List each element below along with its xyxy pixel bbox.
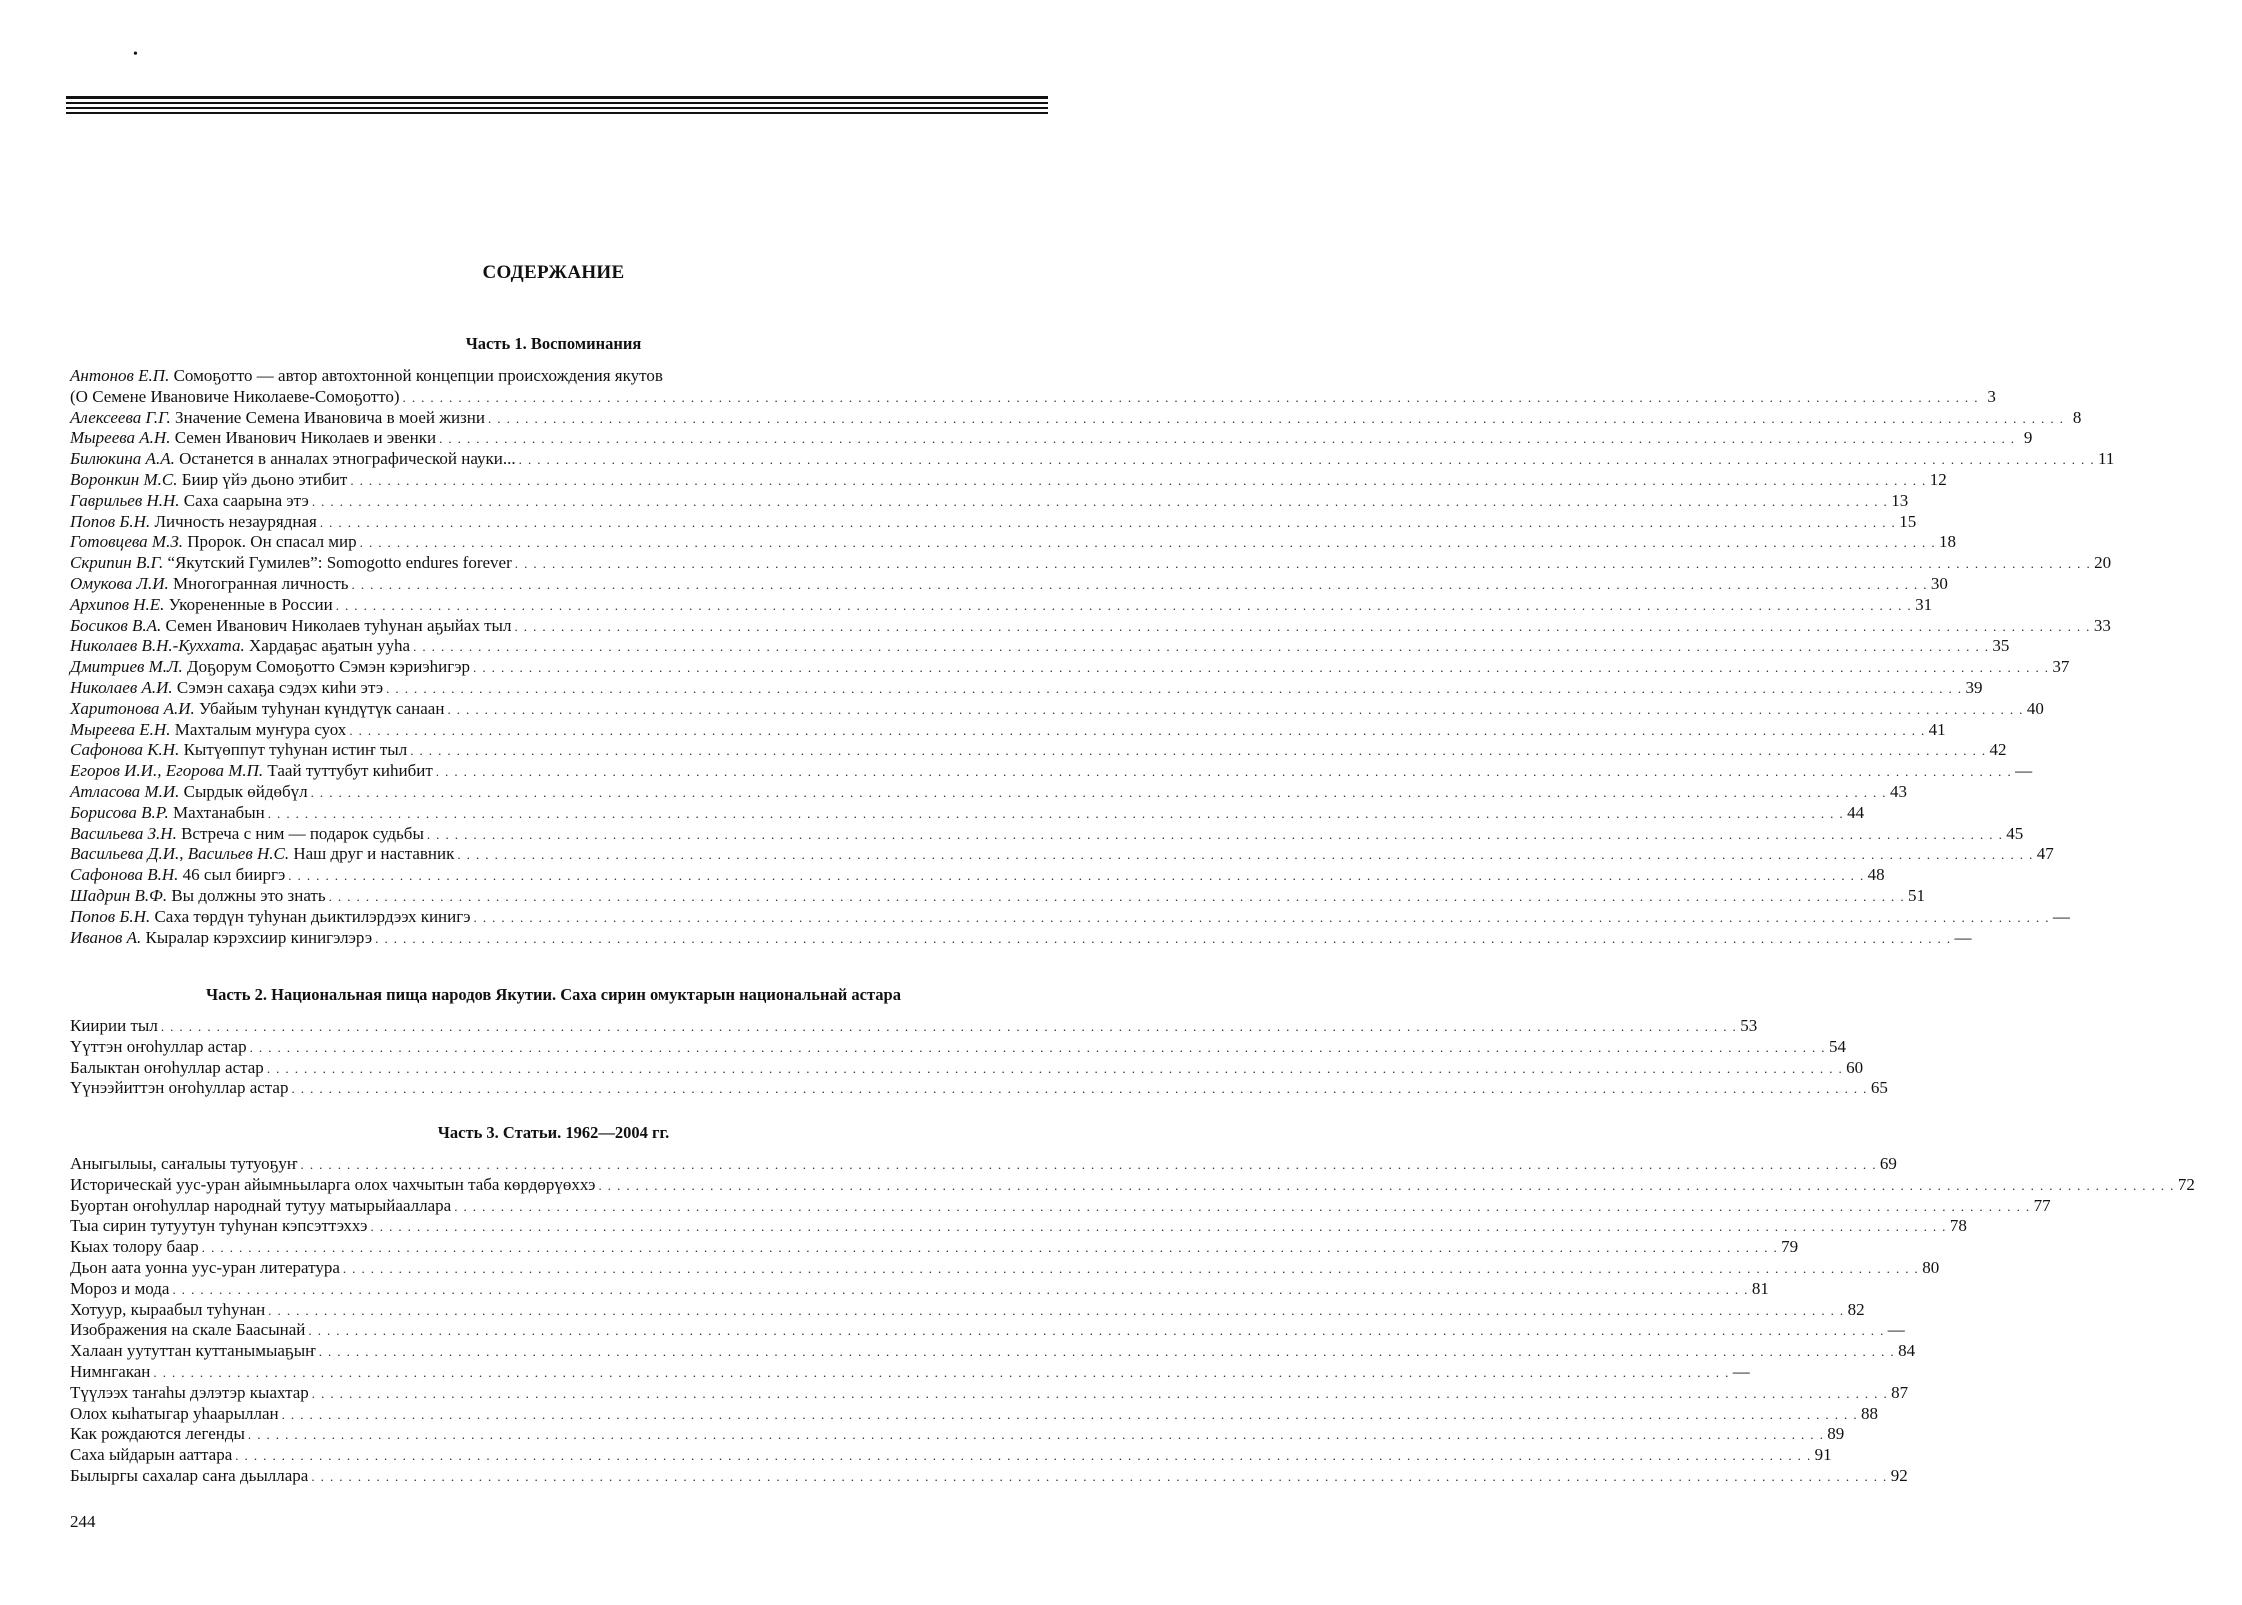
toc-entry-page: 30	[1930, 573, 1948, 593]
toc-entry	[70, 1341, 1916, 1362]
toc-entry	[70, 1445, 1832, 1466]
toc-entry	[70, 511, 1917, 533]
toc-entry-page: —	[1954, 927, 1972, 947]
dot-leader	[336, 596, 1912, 617]
toc-entry-text	[70, 574, 349, 595]
toc-entry	[70, 657, 2070, 678]
toc-entry-author: Васильева Д.И., Васильев Н.С.	[70, 844, 290, 864]
toc-entry-author: Воронкин М.С.	[70, 469, 178, 489]
toc-entry-author: Николаев А.И.	[70, 677, 173, 697]
toc-entry-text	[70, 886, 326, 907]
toc-entry	[70, 906, 2070, 928]
dot-leader	[403, 388, 1979, 409]
toc-entry-text	[70, 387, 400, 408]
toc-entry-title: Кытүөппут туһунан истиҥ тыл	[183, 740, 408, 760]
toc-entry	[70, 636, 2010, 657]
toc-entry-text	[70, 595, 333, 616]
toc-entry-text	[70, 1216, 367, 1237]
toc-entry	[70, 761, 2033, 782]
toc-entry	[70, 1361, 1750, 1383]
dot-leader	[350, 471, 1926, 492]
toc-entry-title: Семен Иванович Николаев туһунан аҕыйах тыл	[165, 615, 512, 635]
toc-entry-page: 15	[1899, 511, 1917, 531]
dot-leader	[250, 1038, 1826, 1059]
toc-entry-title: Пророк. Он спасал мир	[187, 532, 357, 552]
header-rule	[66, 96, 1048, 99]
toc-entry-text	[70, 408, 485, 429]
toc-entry	[70, 1154, 1897, 1175]
toc-entry-text	[70, 1404, 279, 1425]
toc-entry-page: 65	[1870, 1078, 1888, 1098]
toc-entry-title: Сырдык өйдөбүл	[183, 781, 308, 801]
toc-entry-author: Борисова В.Р.	[70, 802, 169, 822]
toc-entry	[70, 927, 1972, 949]
toc-entry-author: Алексеева Г.Г.	[70, 407, 171, 427]
toc-entry-title: Изображения на скале Баасынай	[70, 1320, 306, 1340]
part1-heading: Часть 1. Воспоминания	[465, 334, 642, 353]
dot-leader	[311, 1467, 1887, 1488]
toc-entry	[70, 490, 1909, 512]
header-rules	[66, 96, 1048, 117]
toc-entry-text	[70, 865, 285, 886]
toc-entry-title: Нимнгакан	[70, 1361, 151, 1381]
toc-entry-author: Егоров И.И., Егорова М.П.	[70, 761, 264, 781]
toc-entry-text	[70, 1237, 199, 1258]
toc-entry-text	[70, 1279, 169, 1300]
toc-entry-author: Попов Б.Н.	[70, 511, 151, 531]
toc-entry-title: Махталым муҥура суох	[174, 719, 347, 739]
toc-entry-text	[70, 782, 308, 803]
toc-entry	[70, 802, 1865, 824]
toc-entry-text	[70, 1196, 451, 1217]
dot-leader	[410, 741, 1986, 762]
toc-entry-page: 35	[1992, 636, 2010, 656]
toc-entry-text	[70, 1466, 308, 1487]
toc-entry-page: 69	[1879, 1154, 1897, 1173]
toc-entry-author: Шадрин В.Ф.	[70, 885, 168, 905]
toc-entry-text	[70, 657, 470, 678]
toc-entry-page: 37	[2052, 657, 2070, 677]
toc-entry-author: Гаврильев Н.Н.	[70, 490, 180, 510]
toc-entry-text	[70, 844, 454, 865]
toc-entry-page: 72	[2177, 1174, 2195, 1194]
toc-entry-title: Вы должны это знать	[171, 885, 326, 905]
toc-entry-title: Тыа сирин тутуутун туһунан кэпсэттэххэ	[70, 1216, 368, 1236]
toc-entry-text	[70, 740, 407, 761]
dot-leader	[413, 637, 1989, 658]
toc-entry	[70, 1237, 1799, 1258]
toc-entry-text	[70, 824, 424, 845]
toc-entry-text	[70, 512, 317, 533]
dot-leader	[473, 658, 2049, 679]
dot-leader	[436, 762, 2012, 783]
toc-entry-author: Сафонова К.Н.	[70, 740, 180, 760]
dot-leader	[439, 429, 2015, 450]
toc-entry-page: 47	[2036, 844, 2054, 864]
toc-entry-title: Халаан уутуттан куттанымыаҕыҥ	[70, 1341, 316, 1361]
toc-entry	[70, 573, 1948, 595]
toc-entry-text	[70, 1383, 309, 1404]
toc-entry-author: Билюкина А.А.	[70, 449, 175, 469]
dot-leader	[282, 1405, 1858, 1426]
toc-entry-title: Киирии тыл	[70, 1016, 158, 1035]
toc-entry-page: 40	[2026, 698, 2044, 718]
toc-entry	[70, 366, 1023, 387]
toc-entry	[70, 677, 1983, 699]
toc-entry-text	[70, 636, 410, 657]
toc-entry-page: 44	[1847, 802, 1865, 822]
toc-entry-page: 33	[2093, 615, 2111, 635]
toc-entry-title: 46 сыл бииргэ	[182, 865, 286, 885]
toc-entry-page: 20	[2094, 553, 2112, 573]
toc-entry-title: Останется в анналах этнографической науки...	[179, 449, 516, 469]
toc-entry-author: Атласова М.И.	[70, 781, 180, 801]
dot-leader	[268, 804, 1844, 825]
toc-entry	[70, 407, 2082, 429]
toc-entry-author: Николаев В.Н.-Куххата.	[70, 636, 245, 656]
toc-entry-page: 8	[2072, 407, 2082, 427]
toc-entry-author: Васильева З.Н.	[70, 823, 177, 843]
toc-entry-page: 42	[1989, 740, 2007, 760]
dot-leader	[386, 679, 1962, 700]
dot-leader	[312, 1384, 1888, 1405]
toc-entry-title: Встреча с ним — подарок судьбы	[181, 823, 424, 843]
toc-entry-title: Аныгылыы, саҥалыы тутуоҕуҥ	[70, 1154, 298, 1173]
toc-entry-text	[70, 1341, 316, 1362]
toc-entry-page: 18	[1939, 532, 1957, 552]
toc-entry	[70, 1424, 1845, 1445]
header-rule	[66, 107, 1048, 109]
toc-entry-page: 81	[1751, 1278, 1769, 1298]
toc-entry-title: Многогранная личность	[173, 573, 349, 593]
toc-entry-text	[70, 1058, 264, 1079]
toc-entry-title: Сомоҕотто — автор автохтонной концепции происхождения якутов	[173, 366, 663, 385]
toc-entry-text	[70, 1037, 247, 1058]
toc-entry-author: Харитонова А.И.	[70, 698, 195, 718]
toc-entry-author: Дмитриев М.Л.	[70, 657, 183, 677]
toc-entry	[70, 1078, 1888, 1099]
toc-entry-title: Как рождаются легенды	[70, 1424, 245, 1444]
toc-entry-text	[70, 1154, 298, 1175]
toc-entry-title: Хотуур, кыраабыл туһунан	[70, 1299, 266, 1319]
toc-entry	[70, 1320, 1905, 1341]
toc-entry	[70, 553, 2112, 574]
toc-entry-title: Кыралар кэрэхсиир кинигэлэрэ	[145, 927, 373, 947]
toc-entry-text	[70, 907, 471, 928]
toc-entry-page: 12	[1929, 469, 1947, 489]
toc-entry-page: 48	[1867, 865, 1885, 885]
toc-entry-text	[70, 1016, 158, 1037]
header-rule	[66, 102, 1048, 104]
dot-leader	[311, 783, 1887, 804]
toc-entry-title: Личность незаурядная	[154, 511, 317, 531]
toc-entry-title: (О Семене Ивановиче Николаеве-Сомоҕотто)	[70, 386, 400, 406]
toc-entry-text	[70, 699, 444, 720]
dot-leader	[447, 700, 2023, 721]
toc-entry	[70, 1257, 1940, 1279]
toc-entry-text	[70, 803, 265, 824]
toc-entry-author: Босиков В.А.	[70, 615, 162, 635]
toc-entry-text	[70, 1300, 265, 1321]
toc-entry-title: Түүлээх таҥаһы дэлэтэр кыахтар	[70, 1382, 309, 1402]
toc-entry-title: Биир үйэ дьоно этибит	[181, 469, 348, 489]
dot-leader	[349, 721, 1925, 742]
toc-entry	[70, 740, 2007, 761]
toc-entry-author: Мыреева Е.Н.	[70, 719, 171, 739]
toc-entry-author: Омукова Л.И.	[70, 573, 169, 593]
dot-leader	[474, 908, 2050, 929]
toc-entry-title: Укорененные в России	[168, 594, 333, 614]
toc-entry-text	[70, 532, 357, 553]
toc-entry-title: Олох кыһатыгар уһаарыллан	[70, 1403, 279, 1423]
toc-entry-page: —	[1887, 1320, 1905, 1340]
dot-leader	[375, 929, 1951, 950]
toc-entry	[70, 885, 1925, 907]
dot-leader	[268, 1301, 1844, 1322]
toc-entry	[70, 449, 2115, 470]
dot-leader	[598, 1176, 2174, 1197]
toc-entry-title: Доҕорум Сомоҕотто Сэмэн кэриэһигэр	[187, 657, 471, 677]
toc-entry-title: Убайым туһунан күндүтүк санаан	[199, 698, 445, 718]
toc-entry-author: Скрипин В.Г.	[70, 553, 164, 573]
toc-entry-title: Хардаҕас аҕатын ууһа	[249, 636, 411, 656]
page-mark: •	[133, 47, 138, 62]
toc-entry-title: Значение Семена Ивановича в моей жизни	[175, 407, 485, 427]
toc-entry-page: 13	[1891, 490, 1909, 510]
toc-entry	[70, 781, 1907, 803]
part1-entries	[70, 366, 2115, 948]
dot-leader	[288, 866, 1864, 887]
dot-leader	[312, 492, 1888, 513]
toc-entry-author: Готовцева М.З.	[70, 532, 184, 552]
part3-heading: Часть 3. Статьи. 1962—2004 гг.	[437, 1123, 670, 1142]
toc-entry-page: 41	[1928, 719, 1946, 739]
toc-entry-title: Кыах толору баар	[70, 1237, 199, 1257]
toc-entry-title: Былыргы сахалар саҥа дьыллара	[70, 1465, 309, 1485]
toc-entry-title: Саха төрдүн туһунан дьиктилэрдээх кинигэ	[154, 906, 471, 926]
toc-entry	[70, 615, 2111, 637]
toc-entry-title: Таай туттубут киһибит	[267, 761, 433, 781]
dot-leader	[370, 1217, 1946, 1238]
dot-leader	[172, 1280, 1748, 1301]
dot-leader	[352, 575, 1928, 596]
toc-entry-author: Мыреева А.Н.	[70, 428, 171, 448]
toc-entry-page: 87	[1891, 1382, 1909, 1402]
dot-leader	[319, 1342, 1895, 1363]
page-title: СОДЕРЖАНИЕ	[482, 262, 625, 283]
toc-entry	[70, 1174, 2195, 1196]
toc-entry-page: 3	[1987, 386, 1996, 406]
toc-entry	[70, 1195, 2051, 1217]
toc-entry-text	[70, 366, 663, 387]
toc-entry	[70, 1299, 1865, 1321]
dot-leader	[360, 533, 1936, 554]
toc-entry-text	[70, 616, 511, 637]
toc-entry-text	[70, 678, 383, 699]
toc-entry	[70, 428, 2033, 449]
toc-entry-text	[70, 1078, 288, 1099]
toc-entry	[70, 1216, 1967, 1237]
toc-entry-page: 31	[1915, 594, 1933, 614]
dot-leader	[454, 1197, 2030, 1218]
part2-entries	[70, 1016, 1888, 1099]
toc-entry-page: —	[2015, 761, 2033, 781]
toc-entry-text	[70, 1175, 595, 1196]
toc-entry	[70, 1036, 1846, 1058]
dot-leader	[514, 617, 2090, 638]
toc-entry-title: Саха ыйдарын ааттара	[70, 1445, 233, 1465]
toc-entry	[70, 865, 1885, 886]
toc-entry-page: 9	[2023, 428, 2033, 448]
toc-entry-page: 82	[1847, 1299, 1865, 1319]
toc-entry-text	[70, 1362, 150, 1383]
toc-entry-text	[70, 928, 372, 949]
toc-entry-text	[70, 720, 346, 741]
toc-entry-page: 39	[1965, 677, 1983, 697]
toc-entry-page: 53	[1740, 1016, 1758, 1035]
toc-entry-title: Үүттэн оҥоһуллар астар	[70, 1036, 247, 1056]
toc-entry-title: Сэмэн сахаҕа сэдэх киһи этэ	[176, 677, 384, 697]
toc-entry-page: 60	[1846, 1057, 1864, 1077]
dot-leader	[153, 1363, 1729, 1384]
dot-leader	[343, 1259, 1919, 1280]
toc-entry	[70, 594, 1933, 616]
page-number: 244	[70, 1512, 96, 1531]
toc-entry-title: Наш друг и наставник	[293, 844, 455, 864]
toc-entry-title: “Якутский Гумилев”: Somogotto endures forever	[167, 553, 512, 573]
toc-entry	[70, 1403, 1878, 1425]
toc-entry	[70, 823, 2024, 845]
toc-entry	[70, 698, 2044, 720]
dot-leader	[235, 1446, 1811, 1467]
dot-leader	[320, 513, 1896, 534]
toc-entry-page: 43	[1889, 781, 1907, 801]
toc-entry-page: 51	[1907, 885, 1925, 905]
toc-entry-page: 11	[2098, 449, 2115, 469]
toc-entry	[70, 1016, 1758, 1037]
toc-entry-page: —	[2052, 906, 2070, 926]
toc-entry-page: 79	[1781, 1237, 1799, 1257]
dot-leader	[515, 554, 2091, 575]
toc-entry-title: Саха саарына этэ	[183, 490, 309, 510]
toc-entry-text	[70, 428, 436, 449]
toc-entry-text	[70, 491, 309, 512]
dot-leader	[308, 1321, 1884, 1342]
dot-leader	[488, 409, 2064, 430]
dot-leader	[457, 845, 2033, 866]
toc-entry-page: 88	[1860, 1403, 1878, 1423]
toc-entry-page: 84	[1898, 1341, 1916, 1361]
toc-entry-text	[70, 761, 433, 782]
toc-entry-author: Сафонова В.Н.	[70, 865, 179, 885]
toc-entry	[70, 1278, 1769, 1300]
dot-leader	[291, 1079, 1867, 1100]
toc-entry-title: Махтанабын	[172, 802, 265, 822]
dot-leader	[301, 1155, 1877, 1176]
toc-entry-page: 77	[2033, 1195, 2051, 1215]
toc-entry	[70, 469, 1947, 491]
dot-leader	[248, 1425, 1824, 1446]
dot-leader	[427, 825, 2003, 846]
toc-entry-page: 78	[1949, 1216, 1967, 1236]
dot-leader	[161, 1017, 1737, 1038]
toc-entry-text	[70, 1445, 232, 1466]
toc-entry	[70, 386, 1996, 408]
toc-entry-page: 91	[1814, 1445, 1832, 1465]
toc-entry-page: 80	[1922, 1257, 1940, 1277]
toc-entry	[70, 532, 1957, 553]
part3-entries	[70, 1154, 2195, 1487]
toc-entry-page: 45	[2006, 823, 2024, 843]
toc-entry-text	[70, 449, 516, 470]
dot-leader	[519, 450, 2095, 471]
toc-entry-title: Балыктан оҥоһуллар астар	[70, 1057, 264, 1077]
dot-leader	[202, 1238, 1778, 1259]
toc-entry-title: Историческай уус-уран айымньыларга олох чахчытын таба көрдөрүөххэ	[70, 1174, 596, 1194]
toc-entry	[70, 844, 2054, 865]
toc-entry-text	[70, 1320, 305, 1341]
toc-entry	[70, 1465, 1908, 1487]
toc-entry-title: Үүнээйиттэн оҥоһуллар астар	[70, 1078, 289, 1098]
toc-entry-text	[70, 1424, 245, 1445]
toc-entry-title: Семен Иванович Николаев и эвенки	[174, 428, 437, 448]
dot-leader	[329, 887, 1905, 908]
toc-entry-author: Архипов Н.Е.	[70, 594, 165, 614]
header-rule	[66, 112, 1048, 114]
toc-entry-title: Мороз и мода	[70, 1278, 170, 1298]
toc-entry	[70, 1057, 1864, 1079]
toc-entry-text	[70, 1258, 340, 1279]
toc-entry-title: Буортан оҥоһуллар народнай тутуу матырыйааллара	[70, 1195, 452, 1215]
toc-entry-title: Дьон аата уонна уус-уран литература	[70, 1257, 340, 1277]
toc-entry-page: 89	[1827, 1424, 1845, 1444]
toc-entry	[70, 719, 1946, 741]
toc-entry-author: Антонов Е.П.	[70, 366, 170, 385]
toc-entry-author: Иванов А.	[70, 927, 142, 947]
part2-heading: Часть 2. Национальная пища народов Якутии. Саха сирин омуктарын национальнай астара	[206, 985, 901, 1004]
toc-entry-page: 54	[1828, 1036, 1846, 1056]
toc-entry-text	[70, 553, 512, 574]
dot-leader	[267, 1059, 1843, 1080]
toc-entry-text	[70, 470, 347, 491]
toc-entry-page: 92	[1890, 1465, 1908, 1485]
toc-entry-author: Попов Б.Н.	[70, 906, 151, 926]
toc-entry-page: —	[1732, 1361, 1750, 1381]
toc-entry	[70, 1382, 1909, 1404]
